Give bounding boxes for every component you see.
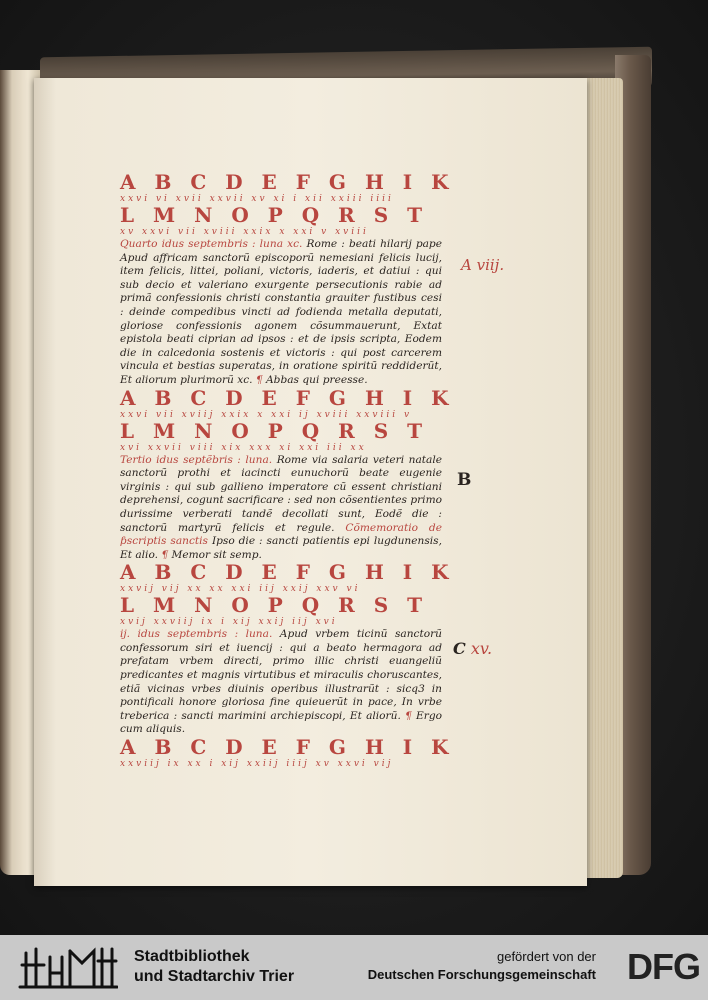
- paragraph-mark: ¶: [255, 373, 263, 386]
- letter-row: A B C D E F G H I K: [120, 735, 455, 760]
- footer-bar: [0, 935, 708, 1000]
- letter-row: A B C D E F G H I K: [120, 560, 455, 585]
- number-row: xvij xxviij ix i xij xxij iij xvi: [120, 617, 338, 628]
- funding-line-1: gefördert von der: [496, 949, 596, 964]
- calendar-entry: [120, 628, 442, 737]
- library-line-1: Stadtbibliothek: [134, 948, 250, 965]
- letter-row: L M N O P Q R S T: [120, 418, 429, 443]
- margin-number: xv.: [470, 639, 493, 658]
- number-row: xxvi vi xvii xxvii xv xi i xii xxiii iiii: [120, 194, 394, 204]
- entry-end: Memor sit semp.: [171, 548, 262, 561]
- number-row: xxvij vij xx xx xxi iij xxij xxv vi: [120, 584, 361, 595]
- entry-heading: Quarto idus septembris : luna xc.: [120, 238, 303, 250]
- letter-row: A B C D E F G H I K: [120, 170, 455, 194]
- entry-text: Apud vrbem ticinũ sanctorũ confessorum siri et iuencij : qui a beato hermagora ad prefatam vrbem directi, primo illic christi euangeliũ predicantes et magnis virtutibus et miraculis choruscantes, etiã vicinas vrbes diuinis operibus illustrarũt : sicq3 in pontificali honore gloriosa fine quieuerũt in pace, In vrbe treberica : sancti marimini archiepiscopi, Et aliorũ.: [120, 628, 442, 722]
- funding-line-2: Deutschen Forschungsgemeinschaft: [367, 967, 596, 982]
- dfg-logo: DFG: [627, 946, 700, 987]
- calendar-entry: [120, 454, 442, 563]
- paragraph-mark: ¶: [405, 709, 412, 722]
- letter-row: L M N O P Q R S T: [120, 593, 429, 618]
- library-line-2: und Stadtarchiv Trier: [134, 968, 295, 985]
- margin-note-c: [453, 639, 492, 658]
- entry-tail: Ipso die : sancti patientis epi lugdunensis, Et alio.: [120, 535, 442, 561]
- library-name: [134, 947, 294, 987]
- library-logo-icon: [18, 943, 118, 991]
- margin-note-b: B: [457, 470, 472, 490]
- margin-note-a: A viij.: [461, 256, 505, 274]
- commemoratio: Cõmemoratio de ƥscriptis sanctis: [120, 521, 442, 548]
- number-row: xxviij ix xx i xij xxiij iiij xv xxvi vij: [120, 759, 394, 770]
- letter-row: A B C D E F G H I K: [120, 385, 455, 410]
- paragraph-mark: ¶: [161, 548, 169, 561]
- funding-note: [368, 948, 596, 984]
- number-row: xvi xxvii viii xix xxx xi xxi iii xx: [120, 442, 367, 453]
- number-row: xxvi vii xviij xxix x xxi ij xviii xxviii v: [120, 409, 413, 420]
- entry-text: Rome : beati hilarij pape Apud affricam sanctorũ episcoporũ nemesiani felicis lucij, item felicis, littei, poliani, victoris, iaderis, et datiui : qui sub decio et valeriano exurgente persecutionis rabie ad primã confessionis christi constantia grauiter fustibus cesi : deinde compedibus vincti ad fodienda metalla deputati, gloriose confessionis agonem cõsummauerunt, Extat epistola beati ciprian ad ipsos : et de ipsis scripta, Eodem die in calcedonia sostenis et victoris : qui post carcerem vincula et bestias superatas, in oratione spiritũ reddiderũt, Et aliorum plurimorũ xc.: [120, 238, 442, 386]
- entry-text: Rome via salaria veteri natale sanctorũ prothi et iacincti eunuchorũ beate eugenie virginis : qui sub gallieno imperatore cũ essent christiani deprehensi, cogunt sacrificare : sed non cõsentientes primo durissime verberati tandẽ decollati sunt, Eodẽ die : sanctorũ martyrũ felicis et regule.: [120, 453, 443, 534]
- text-block: [120, 170, 455, 770]
- number-row: xv xxvi vii xviii xxix x xxi v xviii: [120, 227, 369, 237]
- letter-row: L M N O P Q R S T: [120, 203, 429, 227]
- page-edges: [585, 78, 623, 878]
- calendar-entry: [120, 238, 442, 388]
- margin-letter: C: [453, 639, 466, 658]
- entry-end: Ergo cum aliquis.: [120, 709, 442, 736]
- entry-heading: Tertio idus septẽbris : luna.: [120, 453, 273, 466]
- entry-end: Abbas qui preesse.: [266, 373, 368, 386]
- entry-heading: ij. idus septembris : luna.: [120, 628, 273, 641]
